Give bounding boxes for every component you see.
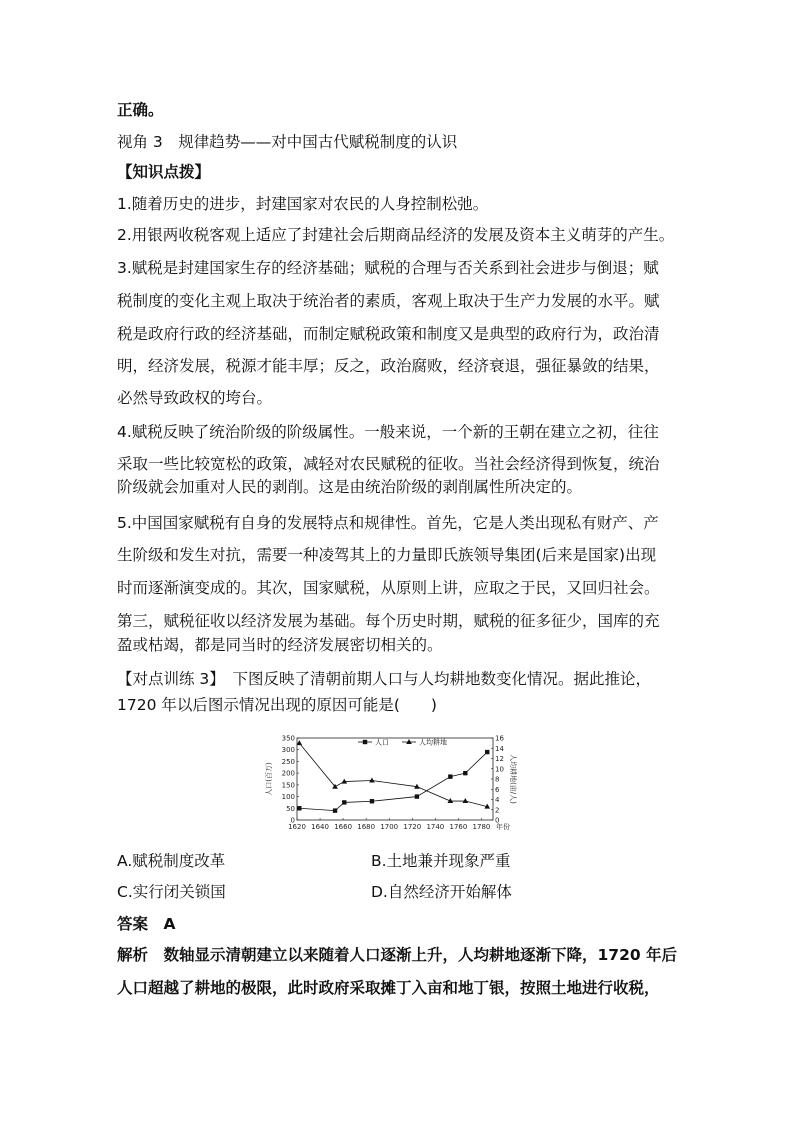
text-line: 5.中国国家赋税有自身的发展特点和规律性。首先，它是人类出现私有财产、产 [117, 514, 659, 532]
y-right-tick-label: 10 [495, 765, 504, 774]
y-left-tick-label: 300 [281, 746, 295, 755]
data-point-square [333, 808, 337, 812]
x-tick-label: 1780 [472, 823, 491, 831]
option-d[interactable]: D.自然经济开始解体 [371, 883, 512, 901]
y-left-tick-label: 100 [281, 793, 295, 802]
text-line: 盈或枯竭，都是同当时的经济发展密切相关的。 [117, 636, 443, 654]
text-line: 3.赋税是封建国家生存的经济基础；赋税的合理与否关系到社会进步与倒退；赋 [117, 259, 659, 277]
x-axis-label: 年份 [496, 823, 510, 831]
section-heading: 视角 3 规律趋势——对中国古代赋税制度的认识 [117, 133, 458, 151]
data-point-triangle [463, 798, 469, 803]
question-stem: 【对点训练 3】 下图反映了清朝前期人口与人均耕地数变化情况。据此推论， [117, 670, 652, 688]
x-tick-label: 1760 [449, 823, 468, 831]
data-point-square [448, 774, 452, 778]
y-left-tick-label: 50 [286, 804, 295, 813]
text-line: 时而逐渐演变成的。其次，国家赋税，从原则上讲，应取之于民，又回归社会。 [117, 579, 660, 597]
data-point-square [370, 799, 374, 803]
question-stem: 1720 年以后图示情况出现的原因可能是( ) [117, 696, 437, 714]
data-point-triangle [341, 779, 347, 784]
answer-line: 答案 A [117, 915, 176, 933]
y-right-tick-label: 12 [495, 755, 504, 763]
y-right-tick-label: 8 [495, 775, 500, 784]
x-tick-label: 1620 [288, 823, 306, 831]
plot-frame [297, 738, 493, 820]
text-line: 阶级就会加重对人民的剥削。这是由统治阶级的剥削属性所决定的。 [117, 478, 583, 496]
y-left-axis-label: 人口(百万) [265, 762, 273, 796]
text-line: 1.随着历史的进步，封建国家对农民的人身控制松弛。 [117, 195, 489, 213]
data-point-square [363, 740, 367, 744]
y-right-tick-label: 6 [495, 785, 500, 794]
y-left-tick-label: 200 [281, 769, 295, 778]
data-point-triangle [369, 778, 375, 783]
text-line: 税制度的变化主观上取决于统治者的素质，客观上取决于生产力发展的水平。赋 [117, 292, 660, 310]
legend-label-population: 人口 [375, 738, 389, 747]
option-b[interactable]: B.土地兼并现象严重 [371, 852, 511, 870]
option-c[interactable]: C.实行闭关锁国 [117, 883, 226, 901]
x-tick-label: 1740 [426, 823, 445, 831]
series-line-1 [299, 752, 487, 811]
y-right-tick-label: 16 [495, 734, 504, 743]
option-a[interactable]: A.赋税制度改革 [117, 852, 226, 870]
data-point-square [415, 794, 419, 798]
text-line: 税是政府行政的经济基础，而制定赋税政策和制度又是典型的政府行为，政治清 [117, 325, 660, 343]
y-left-tick-label: 150 [281, 781, 295, 790]
text-line: 2.用银两收税客观上适应了封建社会后期商品经济的发展及资本主义萌芽的产生。 [117, 226, 675, 244]
subheading: 【知识点拨】 [117, 163, 211, 181]
explanation-line: 人口超越了耕地的极限，此时政府采取摊丁入亩和地丁银，按照土地进行收税， [117, 979, 660, 997]
text-line: 正确。 [117, 101, 164, 119]
y-right-tick-label: 14 [495, 744, 504, 753]
data-point-square [342, 800, 346, 804]
data-point-square [297, 806, 301, 810]
text-line: 4.赋税反映了统治阶级的阶级属性。一般来说，一个新的王朝在建立之初，往往 [117, 423, 659, 441]
x-tick-label: 1680 [357, 823, 376, 831]
x-tick-label: 1660 [334, 823, 353, 831]
y-left-tick-label: 350 [281, 734, 295, 743]
y-right-tick-label: 4 [495, 796, 500, 804]
y-right-tick-label: 2 [495, 806, 500, 815]
population-farmland-chart [265, 728, 535, 840]
y-left-tick-label: 250 [281, 757, 295, 766]
text-line: 生阶级和发生对抗，需要一种凌驾其上的力量即氏族领导集团(后来是国家)出现 [117, 546, 657, 564]
text-line: 采取一些比较宽松的政策，减轻对农民赋税的征收。当社会经济得到恢复，统治 [117, 455, 660, 473]
y-left-tick-label: 0 [290, 816, 295, 825]
data-point-square [485, 750, 489, 754]
legend-label-farmland: 人均耕地 [419, 738, 447, 747]
text-line: 明，经济发展，税源才能丰厚；反之，政治腐败，经济衰退，强征暴敛的结果， [117, 357, 660, 375]
data-point-triangle [406, 739, 412, 744]
x-tick-label: 1700 [380, 823, 399, 831]
explanation-line: 解析 数轴显示清朝建立以来随着人口逐渐上升，人均耕地逐渐下降，1720 年后 [117, 946, 678, 964]
x-tick-label: 1720 [403, 823, 422, 831]
x-tick-label: 1640 [311, 823, 329, 831]
data-point-square [463, 771, 467, 775]
text-line: 第三，赋税征收以经济发展为基础。每个历史时期，赋税的征多征少，国库的充 [117, 612, 660, 630]
text-line: 必然导致政权的垮台。 [117, 389, 273, 407]
y-right-axis-label: 人均耕地(亩/人) [509, 754, 517, 804]
y-right-tick-label: 0 [495, 816, 500, 825]
